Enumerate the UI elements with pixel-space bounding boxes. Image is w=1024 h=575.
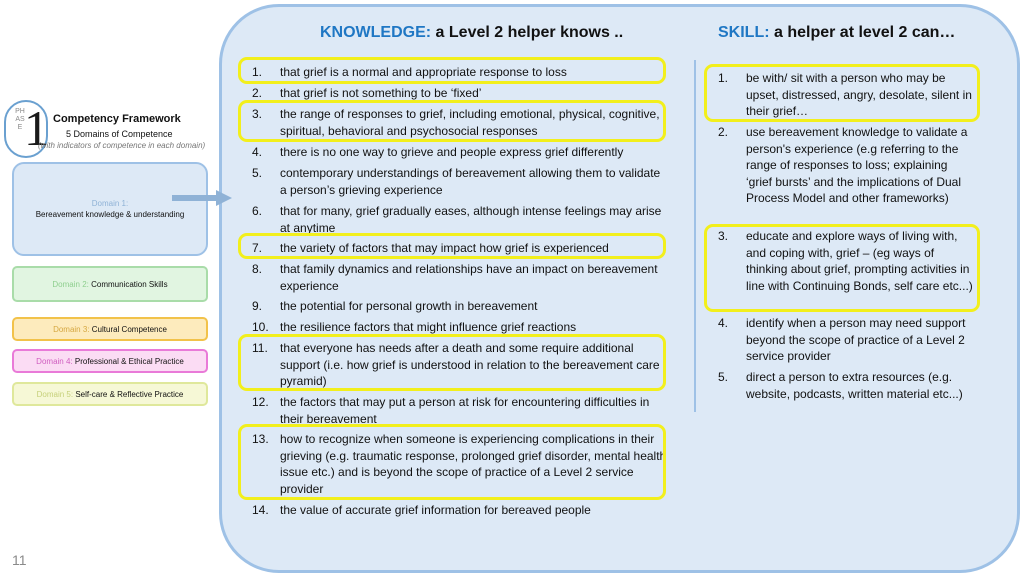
item-text: the resilience factors that might influence grief reactions: [280, 320, 577, 334]
knowledge-item-5: [252, 165, 668, 198]
item-text: the potential for personal growth in bereavement: [280, 299, 538, 313]
skill-heading-text: a helper at level 2 can…: [769, 24, 956, 41]
knowledge-heading: [320, 24, 623, 42]
framework-subtitle: 5 Domains of Competence: [66, 129, 173, 139]
item-text: that grief is not something to be ‘fixed’: [280, 86, 482, 100]
item-text: contemporary understandings of bereavement allowing them to validate a person’s grieving experience: [280, 166, 661, 197]
item-text: identify when a person may need support beyond the scope of practice of a Level 2 service provider: [746, 316, 966, 363]
skill-item-4: [718, 315, 976, 365]
item-text: be with/ sit with a person who may be upset, distressed, angry, desolate, silent in their grief…: [746, 71, 972, 118]
item-text: use bereavement knowledge to validate a person's experience (e.g referring to the range of responses to loss; explaining ‘grief bursts’ and the implications of Dual Process Model and other frameworks): [746, 125, 968, 205]
knowledge-item-8: [252, 261, 668, 294]
item-number: 6.: [252, 204, 263, 218]
knowledge-item-12: [252, 394, 668, 427]
highlight-knowledge-7: [238, 233, 666, 259]
item-text: direct a person to extra resources (e.g. website, podcasts, written material etc...): [746, 370, 963, 401]
skill-item-5: [718, 369, 976, 402]
knowledge-item-6: [252, 203, 668, 236]
highlight-knowledge-13: [238, 424, 666, 500]
domain-5-box[interactable]: [12, 382, 208, 406]
highlight-knowledge-1: [238, 57, 666, 84]
item-number: 12.: [252, 395, 269, 409]
item-text: that everyone has needs after a death and some require additional support (i.e. how grief is understood in relation to the bereavement care pyramid): [280, 341, 660, 388]
item-number: 3.: [718, 229, 729, 243]
highlight-knowledge-11: [238, 334, 666, 391]
item-number: 9.: [252, 299, 263, 313]
item-number: 5.: [252, 166, 263, 180]
knowledge-keyword: KNOWLEDGE:: [320, 24, 432, 41]
item-number: 2.: [252, 86, 263, 100]
highlight-skill-3: [704, 224, 980, 312]
domain-2-label: Communication Skills: [91, 279, 168, 289]
phase-word: PHASE: [15, 108, 25, 131]
column-divider: [694, 60, 696, 412]
item-number: 4.: [718, 316, 729, 330]
domain-3-label: Cultural Competence: [91, 324, 167, 334]
domain-4-box[interactable]: [12, 349, 208, 373]
item-text: the value of accurate grief information for bereaved people: [280, 503, 591, 517]
item-number: 11.: [252, 341, 268, 355]
domain-5-label: Self-care & Reflective Practice: [75, 389, 184, 399]
domain-2-box[interactable]: [12, 266, 208, 302]
knowledge-item-9: [252, 298, 538, 315]
skill-item-2: [718, 124, 976, 207]
knowledge-item-14: [252, 502, 591, 519]
item-number: 1.: [252, 65, 263, 79]
item-number: 5.: [718, 370, 729, 384]
arrow-right-icon: [172, 190, 232, 206]
domain-1-label: Bereavement knowledge & understanding: [35, 210, 185, 219]
domain-1-box[interactable]: [12, 162, 208, 256]
framework-title: Competency Framework: [53, 113, 181, 125]
item-text: the variety of factors that may impact how grief is experienced: [280, 241, 609, 255]
domain-3-number: Domain 3:: [53, 324, 90, 334]
item-text: the factors that may put a person at risk for encountering difficulties in their bereavement: [280, 395, 650, 426]
item-number: 13.: [252, 432, 269, 446]
item-number: 4.: [252, 145, 263, 159]
knowledge-heading-text: a Level 2 helper knows ..: [431, 24, 624, 41]
item-text: the range of responses to grief, including emotional, physical, cognitive, spiritual, behavioral and psychosocial responses: [280, 107, 660, 138]
item-number: 1.: [718, 71, 729, 85]
domain-3-box[interactable]: [12, 317, 208, 341]
item-text: how to recognize when someone is experiencing complications in their grieving (e.g. traumatic response, prolonged grief disorder, mental health issue etc.) and is beyond the scope of practice of a Level 2 service provider: [280, 432, 667, 496]
page-number: 11: [12, 552, 27, 568]
item-text: educate and explore ways of living with, and coping with, grief – (eg ways of thinking about grief, prompting activities in line with Continuing Bonds, self care etc...): [746, 229, 973, 293]
item-text: that for many, grief gradually eases, although intense feelings may arise at anytime: [280, 204, 662, 235]
item-number: 7.: [252, 241, 263, 255]
item-number: 2.: [718, 125, 729, 139]
item-number: 10.: [252, 320, 269, 334]
highlight-skill-1: [704, 64, 980, 122]
domain-4-label: Professional & Ethical Practice: [74, 356, 184, 366]
knowledge-item-4: [252, 144, 623, 161]
domain-4-number: Domain 4:: [36, 356, 73, 366]
skill-keyword: SKILL:: [718, 24, 770, 41]
highlight-knowledge-3: [238, 100, 666, 142]
skill-heading: [718, 24, 955, 42]
domain-5-number: Domain 5:: [36, 389, 74, 399]
item-text: that family dynamics and relationships have an impact on bereavement experience: [280, 262, 658, 293]
domain-1-number: Domain 1:: [91, 199, 129, 208]
item-number: 8.: [252, 262, 263, 276]
item-text: that grief is a normal and appropriate response to loss: [280, 65, 567, 79]
phase-number: 1: [24, 100, 49, 156]
item-number: 3.: [252, 107, 263, 121]
framework-note: (with indicators of competence in each domain): [38, 141, 206, 150]
item-number: 14.: [252, 503, 269, 517]
domain-2-number: Domain 2:: [52, 279, 89, 289]
item-text: there is no one way to grieve and people express grief differently: [280, 145, 624, 159]
